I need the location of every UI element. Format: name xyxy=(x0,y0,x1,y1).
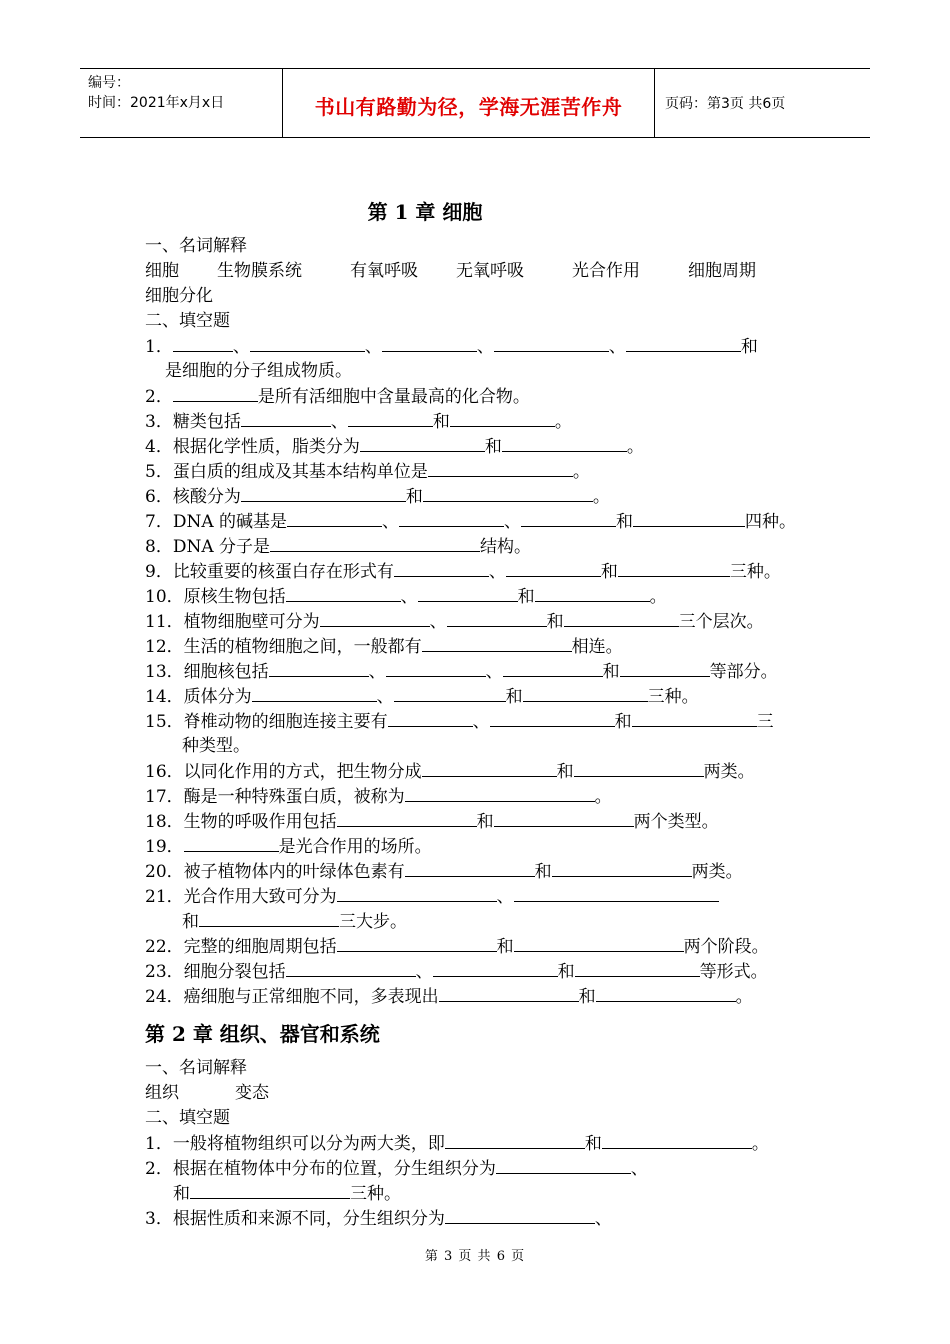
question-6: 6．核酸分为 和 。 xyxy=(145,484,610,509)
answer-blank[interactable] xyxy=(596,984,736,1002)
answer-blank[interactable] xyxy=(287,509,382,527)
answer-blank[interactable] xyxy=(428,459,573,477)
header-meta xyxy=(80,69,283,137)
answer-blank[interactable] xyxy=(521,509,616,527)
answer-blank[interactable] xyxy=(173,334,233,352)
term: 光合作用 xyxy=(572,261,640,281)
answer-blank[interactable] xyxy=(394,684,506,702)
answer-blank[interactable] xyxy=(422,634,572,652)
answer-blank[interactable] xyxy=(394,559,489,577)
question-2: 2． 是所有活细胞中含量最高的化合物。 xyxy=(145,384,530,409)
answer-blank[interactable] xyxy=(494,809,634,827)
question-15: 15．脊椎动物的细胞连接主要有 、 和 三 xyxy=(145,709,774,734)
question-17: 17．酶是一种特殊蛋白质，被称为 。 xyxy=(145,784,612,809)
answer-blank[interactable] xyxy=(445,1131,585,1149)
question-5: 5．蛋白质的组成及其基本结构单位是 。 xyxy=(145,459,590,484)
section-heading: 二、填空题 xyxy=(145,311,230,331)
question-16: 16．以同化作用的方式，把生物分成 和 两类。 xyxy=(145,759,755,784)
answer-blank[interactable] xyxy=(564,609,679,627)
answer-blank[interactable] xyxy=(388,709,473,727)
question-3: 3．糖类包括 、 和 。 xyxy=(145,409,572,434)
answer-blank[interactable] xyxy=(514,934,684,952)
answer-blank[interactable] xyxy=(523,684,648,702)
answer-blank[interactable] xyxy=(270,534,480,552)
term: 变态 xyxy=(235,1083,269,1103)
answer-blank[interactable] xyxy=(633,509,745,527)
answer-blank[interactable] xyxy=(405,859,535,877)
question-8: 8．DNA 分子是 结构。 xyxy=(145,534,531,559)
question-20: 20．被子植物体内的叶绿体色素有 和 两类。 xyxy=(145,859,743,884)
answer-blank[interactable] xyxy=(445,1206,595,1224)
answer-blank[interactable] xyxy=(490,709,615,727)
answer-blank[interactable] xyxy=(422,759,557,777)
answer-blank[interactable] xyxy=(575,959,700,977)
question-1-cont: 是细胞的分子组成物质。 xyxy=(165,361,352,381)
question-24: 24．癌细胞与正常细胞不同，多表现出 和 。 xyxy=(145,984,753,1009)
term: 细胞 xyxy=(145,261,179,281)
question-1: 1． 、 、 、 、 和 xyxy=(145,334,758,359)
question-15-cont: 种类型。 xyxy=(182,736,250,756)
answer-blank[interactable] xyxy=(506,559,601,577)
answer-blank[interactable] xyxy=(184,834,279,852)
answer-blank[interactable] xyxy=(494,334,609,352)
section-heading: 二、填空题 xyxy=(145,1108,230,1128)
answer-blank[interactable] xyxy=(418,584,518,602)
answer-blank[interactable] xyxy=(405,784,595,802)
term: 组织 xyxy=(145,1083,179,1103)
answer-blank[interactable] xyxy=(602,1131,752,1149)
page-header xyxy=(80,68,870,138)
question-21-cont: 和 三大步。 xyxy=(182,909,407,934)
answer-blank[interactable] xyxy=(241,409,331,427)
page-info: 页码：第3页 共6页 xyxy=(665,96,786,112)
answer-blank[interactable] xyxy=(626,334,741,352)
answer-blank[interactable] xyxy=(618,559,730,577)
answer-blank[interactable] xyxy=(433,959,558,977)
answer-blank[interactable] xyxy=(496,1156,631,1174)
answer-blank[interactable] xyxy=(552,859,692,877)
question-23: 23．细胞分裂包括 、 和 等形式。 xyxy=(145,959,768,984)
answer-blank[interactable] xyxy=(386,659,486,677)
answer-blank[interactable] xyxy=(360,434,485,452)
answer-blank[interactable] xyxy=(173,384,258,402)
page-footer: 第 3 页 共 6 页 xyxy=(424,1249,526,1264)
answer-blank[interactable] xyxy=(241,484,406,502)
term: 生物膜系统 xyxy=(217,261,302,281)
question-14: 14．质体分为 、 和 三种。 xyxy=(145,684,699,709)
term: 细胞周期 xyxy=(688,261,756,281)
question-22: 22．完整的细胞周期包括 和 两个阶段。 xyxy=(145,934,769,959)
answer-blank[interactable] xyxy=(269,659,369,677)
question-7: 7．DNA 的碱基是 、 、 和 四种。 xyxy=(145,509,796,534)
answer-blank[interactable] xyxy=(514,884,719,902)
terms-row xyxy=(145,259,756,283)
answer-blank[interactable] xyxy=(286,584,401,602)
answer-blank[interactable] xyxy=(447,609,547,627)
section-heading: 一、名词解释 xyxy=(145,236,247,256)
question-19: 19． 是光合作用的场所。 xyxy=(145,834,432,859)
question-13: 13．细胞核包括 、 、 和 等部分。 xyxy=(145,659,778,684)
section-heading: 一、名词解释 xyxy=(145,1058,247,1078)
answer-blank[interactable] xyxy=(632,709,757,727)
answer-blank[interactable] xyxy=(382,334,477,352)
motto: 书山有路勤为径，学海无涯苦作舟 xyxy=(314,95,623,119)
ch2-question-2: 2．根据在植物体中分布的位置，分生组织分为 、 xyxy=(145,1156,648,1181)
question-18: 18．生物的呼吸作用包括 和 两个类型。 xyxy=(145,809,719,834)
answer-blank[interactable] xyxy=(337,934,497,952)
chapter1-title: 第 1 章 细胞 xyxy=(367,200,483,224)
question-10: 10．原核生物包括 、 和 。 xyxy=(145,584,667,609)
ch2-question-3: 3．根据性质和来源不同，分生组织分为 、 xyxy=(145,1206,612,1231)
question-9: 9．比较重要的核蛋白存在形式有 、 和 三种。 xyxy=(145,559,781,584)
question-12: 12．生活的植物细胞之间，一般都有 相连。 xyxy=(145,634,623,659)
answer-blank[interactable] xyxy=(250,334,365,352)
answer-blank[interactable] xyxy=(503,659,603,677)
answer-blank[interactable] xyxy=(337,884,497,902)
answer-blank[interactable] xyxy=(337,809,477,827)
question-21: 21．光合作用大致可分为 、 xyxy=(145,884,719,909)
header-motto-cell xyxy=(283,69,655,137)
answer-blank[interactable] xyxy=(574,759,704,777)
term: 细胞分化 xyxy=(145,286,213,306)
term: 无氧呼吸 xyxy=(456,261,524,281)
answer-blank[interactable] xyxy=(423,484,593,502)
answer-blank[interactable] xyxy=(190,1181,350,1199)
answer-blank[interactable] xyxy=(620,659,710,677)
answer-blank[interactable] xyxy=(286,959,416,977)
answer-blank[interactable] xyxy=(439,984,579,1002)
answer-blank[interactable] xyxy=(252,684,377,702)
answer-blank[interactable] xyxy=(348,409,433,427)
answer-blank[interactable] xyxy=(399,509,504,527)
answer-blank[interactable] xyxy=(535,584,650,602)
time-label: 时间：2021年x月x日 xyxy=(88,95,225,111)
term: 有氧呼吸 xyxy=(350,261,418,281)
answer-blank[interactable] xyxy=(199,909,339,927)
question-4: 4．根据化学性质，脂类分为 和 。 xyxy=(145,434,644,459)
answer-blank[interactable] xyxy=(502,434,627,452)
code-label: 编号： xyxy=(88,75,130,91)
answer-blank[interactable] xyxy=(320,609,430,627)
terms-row xyxy=(145,1081,269,1105)
answer-blank[interactable] xyxy=(450,409,555,427)
chapter2-title: 第 2 章 组织、器官和系统 xyxy=(145,1022,380,1046)
ch2-question-2-cont: 和 三种。 xyxy=(173,1181,401,1206)
ch2-question-1: 1．一般将植物组织可以分为两大类，即 和 。 xyxy=(145,1131,769,1156)
question-11: 11．植物细胞壁可分为 、 和 三个层次。 xyxy=(145,609,764,634)
